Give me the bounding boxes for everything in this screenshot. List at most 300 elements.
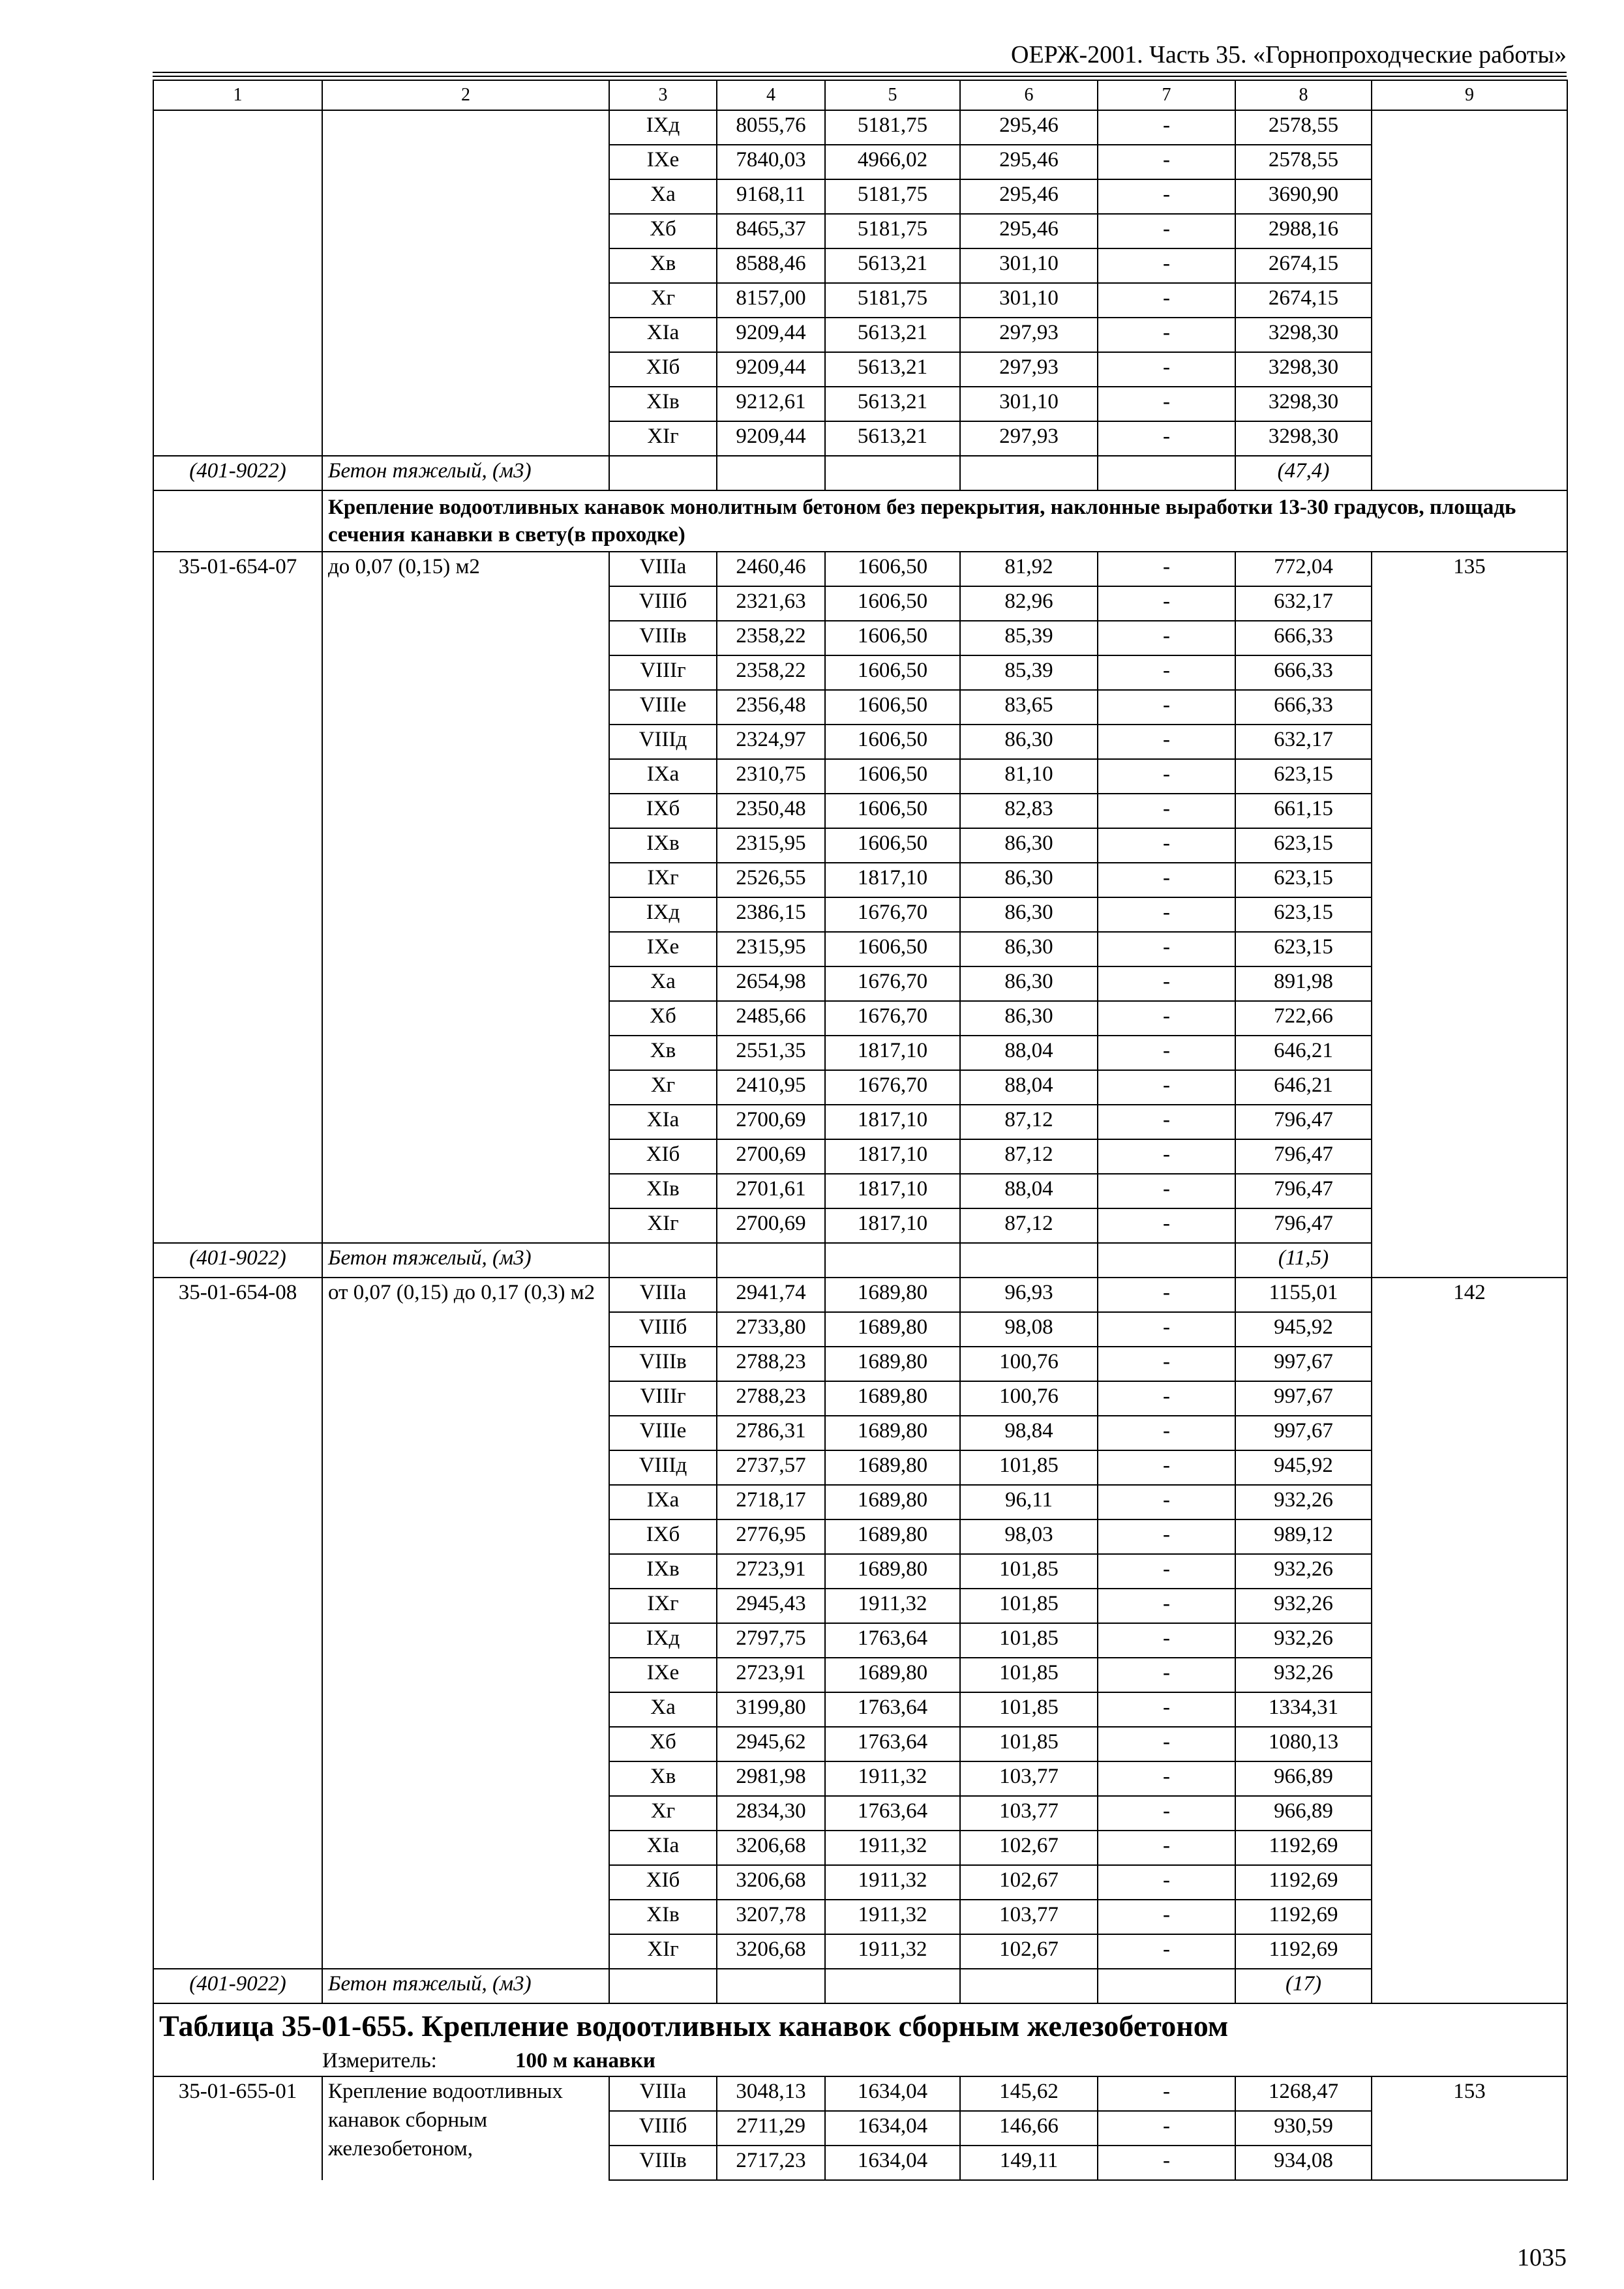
cost-value: 1634,04 [825,2146,960,2180]
cost-value: 966,89 [1235,1761,1372,1796]
soil-category: XIг [609,421,717,456]
cost-value: 2701,61 [717,1174,825,1208]
cost-value: 2674,15 [1235,283,1372,318]
cost-value: 2526,55 [717,863,825,897]
soil-category: IXг [609,1589,717,1623]
rates-table [153,80,1568,2181]
cost-value: - [1098,1208,1235,1243]
empty-cell [609,1969,717,2003]
cost-value: 2310,75 [717,759,825,794]
material-quantity: (17) [1235,1969,1372,2003]
cost-value: 102,67 [960,1934,1098,1969]
cost-value: - [1098,2076,1235,2111]
column-number: 8 [1235,80,1372,110]
soil-category: IXб [609,794,717,828]
empty-cell [717,456,825,490]
cost-value: 2460,46 [717,552,825,586]
cost-value: 930,59 [1235,2111,1372,2146]
col9-value: 142 [1372,1278,1567,2003]
cost-value: 96,11 [960,1485,1098,1519]
meter [153,2046,1567,2076]
cost-value: - [1098,863,1235,897]
cost-value: 101,85 [960,1727,1098,1761]
soil-category: XIв [609,387,717,421]
cost-value: 2315,95 [717,828,825,863]
cost-value: 2723,91 [717,1554,825,1589]
empty-cell [1098,1243,1235,1278]
cost-value: 1676,70 [825,897,960,932]
cost-value: 7840,03 [717,145,825,179]
cost-value: 103,77 [960,1796,1098,1831]
soil-category: VIIIв [609,621,717,655]
cost-value: 85,39 [960,655,1098,690]
cost-value: 1606,50 [825,828,960,863]
cost-value: - [1098,586,1235,621]
soil-category: XIг [609,1934,717,1969]
meter-label: Измеритель: [322,2049,437,2072]
cost-value: 87,12 [960,1139,1098,1174]
cost-value: 81,92 [960,552,1098,586]
cost-value: 101,85 [960,1658,1098,1692]
cost-value: 2788,23 [717,1347,825,1381]
cost-value: 81,10 [960,759,1098,794]
cost-value: - [1098,1347,1235,1381]
cost-value: 623,15 [1235,932,1372,966]
col9-value [1372,110,1567,490]
cost-value: - [1098,725,1235,759]
cost-value: 102,67 [960,1865,1098,1900]
cost-value: - [1098,1278,1235,1312]
cost-value: - [1098,1934,1235,1969]
soil-category: Xв [609,1036,717,1070]
cost-value: 1606,50 [825,552,960,586]
header-rule [153,76,1567,77]
cost-value: 88,04 [960,1174,1098,1208]
section-title: Крепление водоотливных канавок монолитным бетоном без перекрытия, наклонные выработки 13-30 градусов, площадь сечения канавки в свету(в проходке) [322,490,1567,552]
cost-value: 3298,30 [1235,421,1372,456]
cost-value: 989,12 [1235,1519,1372,1554]
soil-category: IXе [609,932,717,966]
material-code: (401-9022) [153,1243,322,1278]
cost-value: - [1098,2146,1235,2180]
table-row [153,110,1567,145]
cost-value: - [1098,552,1235,586]
material-row [153,1969,1567,2003]
cost-value: - [1098,318,1235,352]
cost-value: 2350,48 [717,794,825,828]
cost-value: 1689,80 [825,1658,960,1692]
soil-category: XIб [609,352,717,387]
material-name: Бетон тяжелый, (м3) [322,1243,609,1278]
cost-value: 2711,29 [717,2111,825,2146]
column-number: 2 [322,80,609,110]
cost-value: 2945,62 [717,1727,825,1761]
rate-code: 35-01-654-07 [153,552,322,1243]
column-number: 3 [609,80,717,110]
cost-value: 5613,21 [825,248,960,283]
cost-value: 1606,50 [825,932,960,966]
column-number: 9 [1372,80,1567,110]
empty-cell [609,1243,717,1278]
cost-value: 102,67 [960,1831,1098,1865]
soil-category: Xв [609,1761,717,1796]
soil-category: IXг [609,863,717,897]
soil-category: IXд [609,1623,717,1658]
cost-value: 2776,95 [717,1519,825,1554]
cost-value: 149,11 [960,2146,1098,2180]
soil-category: IXд [609,897,717,932]
empty-cell [825,456,960,490]
cost-value: 101,85 [960,1554,1098,1589]
rate-code [153,110,322,456]
cost-value: - [1098,1485,1235,1519]
soil-category: Xа [609,179,717,214]
cost-value: 101,85 [960,1623,1098,1658]
cost-value: 966,89 [1235,1796,1372,1831]
column-number: 7 [1098,80,1235,110]
cost-value: 2700,69 [717,1105,825,1139]
cost-value: - [1098,1692,1235,1727]
cost-value: 997,67 [1235,1381,1372,1416]
cost-value: 86,30 [960,897,1098,932]
rate-description: от 0,07 (0,15) до 0,17 (0,3) м2 [322,1278,609,1969]
cost-value: 1606,50 [825,655,960,690]
cost-value: - [1098,1761,1235,1796]
cost-value: 997,67 [1235,1416,1372,1450]
cost-value: 2358,22 [717,621,825,655]
cost-value: 301,10 [960,387,1098,421]
soil-category: VIIIа [609,1278,717,1312]
cost-value: 1155,01 [1235,1278,1372,1312]
cost-value: 2981,98 [717,1761,825,1796]
soil-category: XIб [609,1139,717,1174]
empty-cell [717,1969,825,2003]
soil-category: IXе [609,145,717,179]
cost-value: - [1098,214,1235,248]
soil-category: Xб [609,1727,717,1761]
cost-value: 5181,75 [825,283,960,318]
cost-value: 1817,10 [825,1139,960,1174]
cost-value: 1817,10 [825,1174,960,1208]
cost-value: 2988,16 [1235,214,1372,248]
cost-value: 2321,63 [717,586,825,621]
cost-value: - [1098,1658,1235,1692]
cost-value: 295,46 [960,145,1098,179]
cost-value: - [1098,1623,1235,1658]
cost-value: 2551,35 [717,1036,825,1070]
empty-cell [825,1243,960,1278]
cost-value: 796,47 [1235,1139,1372,1174]
cost-value: 1911,32 [825,1934,960,1969]
cost-value: 295,46 [960,110,1098,145]
cost-value: 1689,80 [825,1312,960,1347]
cost-value: - [1098,621,1235,655]
empty-cell [717,1243,825,1278]
cost-value: 2733,80 [717,1312,825,1347]
soil-category: XIа [609,1831,717,1865]
cost-value: 1817,10 [825,1036,960,1070]
cost-value: 1911,32 [825,1900,960,1934]
cost-value: 5613,21 [825,352,960,387]
cost-value: - [1098,1900,1235,1934]
cost-value: 1606,50 [825,725,960,759]
cost-value: 3206,68 [717,1934,825,1969]
cost-value: - [1098,1174,1235,1208]
cost-value: 1763,64 [825,1692,960,1727]
cost-value: 100,76 [960,1381,1098,1416]
cost-value: 100,76 [960,1347,1098,1381]
cost-value: 1606,50 [825,794,960,828]
table-row [153,552,1567,586]
soil-category: VIIIб [609,586,717,621]
cost-value: 9209,44 [717,421,825,456]
cost-value: 3206,68 [717,1831,825,1865]
cost-value: - [1098,1036,1235,1070]
cost-value: 3048,13 [717,2076,825,2111]
cost-value: 82,96 [960,586,1098,621]
cost-value: 2578,55 [1235,110,1372,145]
soil-category: VIIIд [609,725,717,759]
table-row [153,2076,1567,2111]
cost-value: 3298,30 [1235,352,1372,387]
column-number: 6 [960,80,1098,110]
cost-value: 9209,44 [717,318,825,352]
material-name: Бетон тяжелый, (м3) [322,1969,609,2003]
cost-value: 1634,04 [825,2076,960,2111]
cost-value: - [1098,1727,1235,1761]
cost-value: 2788,23 [717,1381,825,1416]
soil-category: Xг [609,1070,717,1105]
material-quantity: (11,5) [1235,1243,1372,1278]
cost-value: 2797,75 [717,1623,825,1658]
cost-value: 83,65 [960,690,1098,725]
cost-value: 1606,50 [825,690,960,725]
cost-value: 1192,69 [1235,1900,1372,1934]
cost-value: 1676,70 [825,966,960,1001]
cost-value: - [1098,932,1235,966]
soil-category: VIIIв [609,2146,717,2180]
cost-value: 87,12 [960,1208,1098,1243]
cost-value: 945,92 [1235,1312,1372,1347]
cost-value: 2386,15 [717,897,825,932]
cost-value: 3298,30 [1235,387,1372,421]
cost-value: 1689,80 [825,1485,960,1519]
cost-value: - [1098,248,1235,283]
cost-value: - [1098,1381,1235,1416]
cost-value: - [1098,1001,1235,1036]
empty-cell [153,490,322,552]
cost-value: 2358,22 [717,655,825,690]
running-header: ОЕРЖ-2001. Часть 35. «Горнопроходческие работы» [1011,41,1567,68]
cost-value: 1689,80 [825,1450,960,1485]
material-name: Бетон тяжелый, (м3) [322,456,609,490]
cost-value: 646,21 [1235,1070,1372,1105]
soil-category: IXб [609,1519,717,1554]
cost-value: 86,30 [960,725,1098,759]
cost-value: 632,17 [1235,586,1372,621]
empty-cell [1098,456,1235,490]
cost-value: 796,47 [1235,1174,1372,1208]
cost-value: 2356,48 [717,690,825,725]
cost-value: - [1098,179,1235,214]
cost-value: - [1098,1831,1235,1865]
empty-cell [960,456,1098,490]
cost-value: - [1098,1589,1235,1623]
soil-category: VIIIв [609,1347,717,1381]
cost-value: - [1098,283,1235,318]
cost-value: 103,77 [960,1900,1098,1934]
cost-value: 86,30 [960,966,1098,1001]
soil-category: XIа [609,1105,717,1139]
rate-description [322,110,609,456]
cost-value: 666,33 [1235,655,1372,690]
cost-value: - [1098,1865,1235,1900]
cost-value: 932,26 [1235,1554,1372,1589]
soil-category: VIIIг [609,655,717,690]
cost-value: - [1098,2111,1235,2146]
cost-value: 772,04 [1235,552,1372,586]
cost-value: 9209,44 [717,352,825,387]
cost-value: 101,85 [960,1692,1098,1727]
cost-value: - [1098,421,1235,456]
cost-value: 2737,57 [717,1450,825,1485]
cost-value: 2718,17 [717,1485,825,1519]
cost-value: 646,21 [1235,1036,1372,1070]
cost-value: 1192,69 [1235,1865,1372,1900]
cost-value: 661,15 [1235,794,1372,828]
column-number: 1 [153,80,322,110]
cost-value: 1606,50 [825,621,960,655]
cost-value: 2485,66 [717,1001,825,1036]
cost-value: 1817,10 [825,1208,960,1243]
soil-category: VIIIа [609,552,717,586]
cost-value: 5613,21 [825,387,960,421]
cost-value: 103,77 [960,1761,1098,1796]
rate-code: 35-01-654-08 [153,1278,322,1969]
cost-value: 623,15 [1235,759,1372,794]
cost-value: - [1098,1796,1235,1831]
soil-category: VIIIа [609,2076,717,2111]
cost-value: 82,83 [960,794,1098,828]
empty-cell [1098,1969,1235,2003]
cost-value: - [1098,1070,1235,1105]
cost-value: 145,62 [960,2076,1098,2111]
cost-value: 796,47 [1235,1208,1372,1243]
cost-value: 295,46 [960,179,1098,214]
soil-category: Xв [609,248,717,283]
cost-value: 98,03 [960,1519,1098,1554]
cost-value: 1689,80 [825,1278,960,1312]
soil-category: IXа [609,1485,717,1519]
cost-value: 146,66 [960,2111,1098,2146]
soil-category: Xа [609,966,717,1001]
cost-value: - [1098,1416,1235,1450]
cost-value: 1911,32 [825,1865,960,1900]
cost-value: 1689,80 [825,1347,960,1381]
cost-value: 86,30 [960,1001,1098,1036]
cost-value: 1763,64 [825,1796,960,1831]
table-title: Таблица 35-01-655. Крепление водоотливных канавок сборным железобетоном [153,2003,1567,2046]
empty-cell [825,1969,960,2003]
cost-value: 1689,80 [825,1519,960,1554]
cost-value: 9168,11 [717,179,825,214]
soil-category: VIIIб [609,1312,717,1347]
cost-value: 5181,75 [825,214,960,248]
cost-value: 2717,23 [717,2146,825,2180]
soil-category: XIб [609,1865,717,1900]
cost-value: 932,26 [1235,1623,1372,1658]
cost-value: 297,93 [960,352,1098,387]
cost-value: 1606,50 [825,586,960,621]
cost-value: 1334,31 [1235,1692,1372,1727]
cost-value: 8465,37 [717,214,825,248]
soil-category: IXв [609,828,717,863]
cost-value: 297,93 [960,318,1098,352]
cost-value: - [1098,897,1235,932]
cost-value: 4966,02 [825,145,960,179]
cost-value: - [1098,1554,1235,1589]
cost-value: 666,33 [1235,690,1372,725]
cost-value: 997,67 [1235,1347,1372,1381]
material-row [153,1243,1567,1278]
soil-category: VIIIе [609,690,717,725]
cost-value: 3207,78 [717,1900,825,1934]
cost-value: 934,08 [1235,2146,1372,2180]
cost-value: 101,85 [960,1450,1098,1485]
page-number: 1035 [1517,2244,1567,2271]
cost-value: 1192,69 [1235,1831,1372,1865]
cost-value: 85,39 [960,621,1098,655]
cost-value: 623,15 [1235,828,1372,863]
cost-value: - [1098,966,1235,1001]
cost-value: 86,30 [960,828,1098,863]
cost-value: 722,66 [1235,1001,1372,1036]
cost-value: 98,84 [960,1416,1098,1450]
material-code: (401-9022) [153,456,322,490]
cost-value: 2324,97 [717,725,825,759]
col9-value: 153 [1372,2076,1567,2180]
cost-value: 301,10 [960,283,1098,318]
soil-category: VIIIе [609,1416,717,1450]
rate-description: Крепление водоотливных канавок сборным железобетоном, [322,2076,609,2180]
cost-value: 2410,95 [717,1070,825,1105]
soil-category: IXе [609,1658,717,1692]
cost-value: 3199,80 [717,1692,825,1727]
cost-value: 1676,70 [825,1070,960,1105]
cost-value: - [1098,759,1235,794]
cost-value: 1689,80 [825,1416,960,1450]
cost-value: 86,30 [960,932,1098,966]
cost-value: 5613,21 [825,421,960,456]
cost-value: - [1098,387,1235,421]
table-title-row [153,2003,1567,2046]
cost-value: - [1098,794,1235,828]
soil-category: VIIIд [609,1450,717,1485]
cost-value: 1817,10 [825,863,960,897]
cost-value: 1268,47 [1235,2076,1372,2111]
column-number: 5 [825,80,960,110]
soil-category: IXв [609,1554,717,1589]
empty-cell [960,1243,1098,1278]
meter-unit: 100 м канавки [515,2049,655,2072]
cost-value: 98,08 [960,1312,1098,1347]
cost-value: - [1098,1105,1235,1139]
cost-value: 9212,61 [717,387,825,421]
cost-value: - [1098,1312,1235,1347]
cost-value: 5613,21 [825,318,960,352]
soil-category: Xг [609,283,717,318]
rate-description: до 0,07 (0,15) м2 [322,552,609,1243]
